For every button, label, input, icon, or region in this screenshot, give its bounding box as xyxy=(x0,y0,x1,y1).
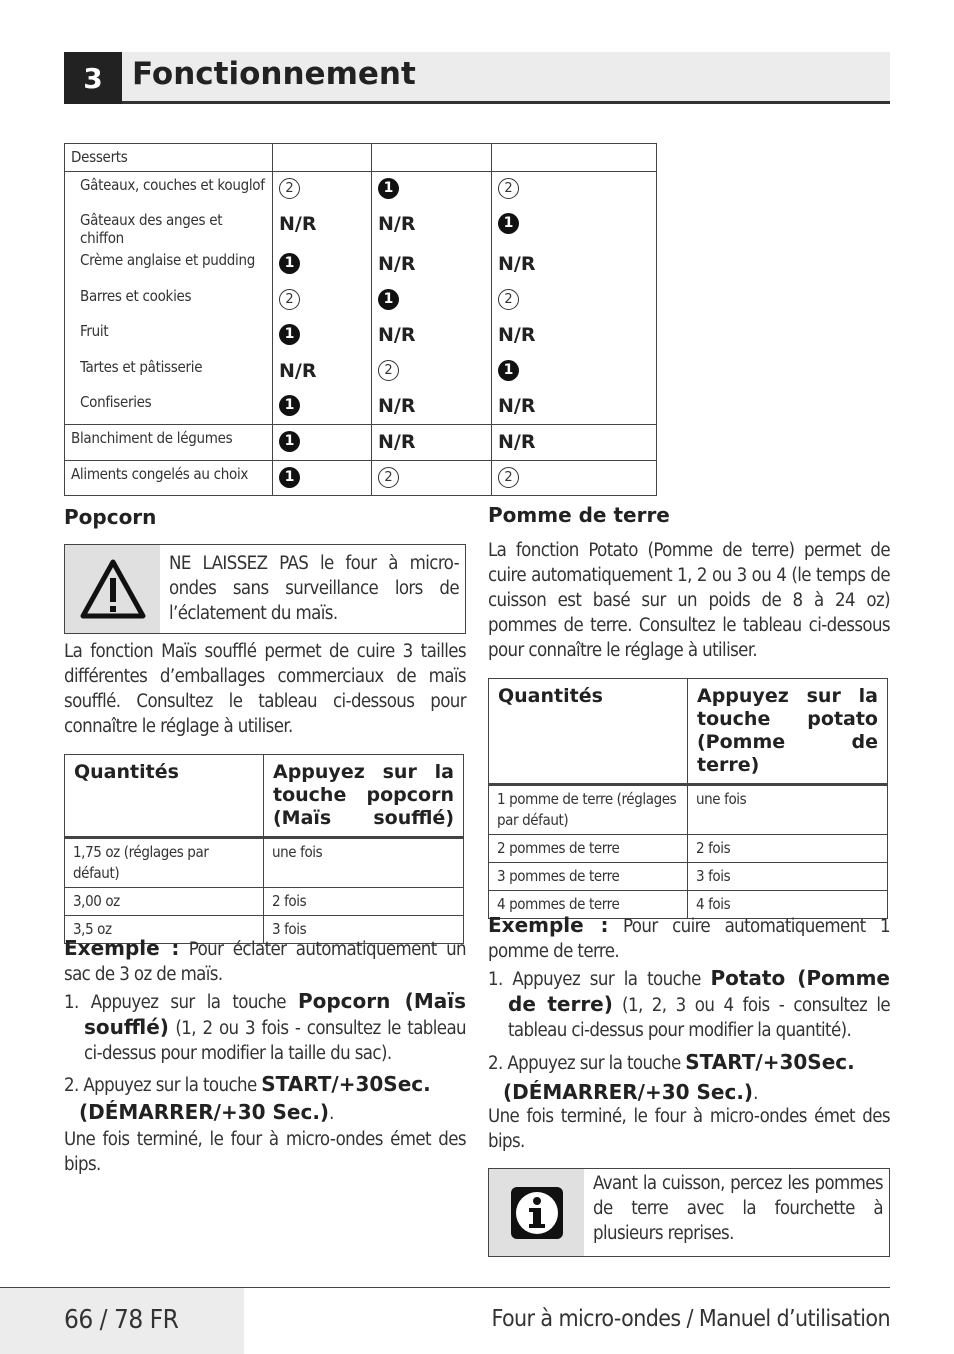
not-recommended-label: N/R xyxy=(279,359,317,382)
setting-cell-2 xyxy=(372,247,492,283)
popcorn-step-1-key: Popcorn (Maïs soufflé) xyxy=(84,989,466,1039)
info-box xyxy=(488,1168,890,1257)
desserts-table-row xyxy=(65,207,657,247)
setting-cell-2 xyxy=(372,425,492,461)
setting-cell-2 xyxy=(372,389,492,425)
potato-step-1-post: (1, 2, 3 ou 4 fois - consultez le tableau ci-dessus pour modifier la quantité). xyxy=(508,995,890,1041)
not-recommended-label: N/R xyxy=(378,253,416,275)
not-recommended-label: N/R xyxy=(498,253,536,275)
setting-cell-2 xyxy=(372,354,492,390)
setting-cell-3 xyxy=(492,207,657,247)
potato-example-text: Pour cuire automatiquement 1 pomme de terre. xyxy=(488,916,890,962)
popcorn-heading: Popcorn xyxy=(64,505,157,529)
filled-circle-1-icon: 1 xyxy=(279,467,300,488)
food-category-label: Aliments congelés au choix xyxy=(65,460,273,496)
food-category-label: Gâteaux, couches et kouglof xyxy=(65,172,273,208)
footer-manual-title: Four à micro-ondes / Manuel d’utilisation xyxy=(491,1306,890,1332)
food-category-label: Blanchiment de légumes xyxy=(65,425,273,461)
popcorn-example-label: Exemple : xyxy=(64,936,180,960)
filled-circle-1-icon: 1 xyxy=(498,360,519,381)
food-category-label: Desserts xyxy=(65,144,273,172)
potato-step-1-key: Potato (Pomme de terre) xyxy=(508,966,890,1016)
popcorn-table-header-press: Appuyez sur la touche popcorn (Maïs soufflé) xyxy=(264,755,464,838)
not-recommended-label: N/R xyxy=(378,213,416,235)
desserts-table-row xyxy=(65,460,657,496)
setting-cell-2 xyxy=(372,460,492,496)
not-recommended-label: N/R xyxy=(378,324,416,346)
setting-cell-3 xyxy=(492,354,657,390)
popcorn-step-1 xyxy=(64,989,466,1066)
outlined-circle-2-icon: 2 xyxy=(279,178,300,199)
setting-cell-1 xyxy=(273,318,372,354)
not-recommended-label: N/R xyxy=(498,395,536,417)
popcorn-table xyxy=(64,754,464,944)
popcorn-presses-cell: 2 fois xyxy=(264,888,464,916)
desserts-table-row xyxy=(65,247,657,283)
filled-circle-1-icon: 1 xyxy=(378,289,399,310)
popcorn-step-2 xyxy=(64,1071,466,1127)
setting-cell-1 xyxy=(273,144,372,172)
outlined-circle-2-icon: 2 xyxy=(378,467,399,488)
setting-cell-3 xyxy=(492,172,657,208)
popcorn-step-2-pre: 2. Appuyez sur la touche xyxy=(64,1075,262,1096)
setting-cell-3 xyxy=(492,318,657,354)
potato-step-2-post: . xyxy=(753,1083,758,1104)
setting-cell-3 xyxy=(492,460,657,496)
potato-table-header-quantity: Quantités xyxy=(489,679,688,785)
potato-step-1 xyxy=(488,966,890,1043)
filled-circle-1-icon: 1 xyxy=(279,253,300,274)
potato-quantity-cell: 4 pommes de terre xyxy=(489,891,688,919)
not-recommended-label: N/R xyxy=(378,431,416,453)
desserts-table xyxy=(64,143,657,496)
potato-step-2-key: START/+30Sec. (DÉMARRER/+30 Sec.) xyxy=(503,1050,855,1104)
potato-presses-cell: 4 fois xyxy=(688,891,888,919)
chapter-title: Fonctionnement xyxy=(132,56,416,92)
setting-cell-1 xyxy=(273,172,372,208)
food-category-label: Fruit xyxy=(65,318,273,354)
outlined-circle-2-icon: 2 xyxy=(279,289,300,310)
desserts-table-row xyxy=(65,283,657,319)
not-recommended-label: N/R xyxy=(498,431,536,453)
filled-circle-1-icon: 1 xyxy=(279,395,300,416)
potato-intro: La fonction Potato (Pomme de terre) permet de cuire automatiquement 1, 2 ou 3 ou 4 (le temps de cuisson est basé sur un poids de 8 à 24 oz) pommes de terre. Consultez le tableau ci-dessous pour connaître le réglage à utiliser. xyxy=(488,540,890,661)
setting-cell-2 xyxy=(372,172,492,208)
potato-heading: Pomme de terre xyxy=(488,503,670,527)
info-icon xyxy=(489,1169,584,1256)
potato-example xyxy=(488,913,890,964)
popcorn-table-row xyxy=(65,838,464,888)
potato-table-row xyxy=(489,785,888,835)
popcorn-example-text: Pour éclater automatiquement un sac de 3 oz de maïs. xyxy=(64,939,466,985)
desserts-table-row xyxy=(65,318,657,354)
popcorn-intro: La fonction Maïs soufflé permet de cuire 3 tailles différentes d’emballages commerciaux de maïs soufflé. Consultez le tableau ci-dessous pour connaître le réglage à utiliser. xyxy=(64,641,466,737)
filled-circle-1-icon: 1 xyxy=(279,324,300,345)
potato-quantity-cell: 1 pomme de terre (réglages par défaut) xyxy=(489,785,688,835)
setting-cell-1 xyxy=(273,389,372,425)
desserts-table-row xyxy=(65,144,657,172)
outlined-circle-2-icon: 2 xyxy=(378,360,399,381)
info-text: Avant la cuisson, percez les pommes de terre avec la fourchette à plusieurs reprises. xyxy=(593,1173,883,1244)
potato-table-row xyxy=(489,863,888,891)
popcorn-step-1-post: (1, 2 ou 3 fois - consultez le tableau ci-dessus pour modifier la taille du sac). xyxy=(84,1018,466,1064)
warning-text: NE LAISSEZ PAS le four à micro-ondes sans surveillance lors de l’éclatement du maïs. xyxy=(169,553,459,624)
potato-presses-cell: 3 fois xyxy=(688,863,888,891)
desserts-table-row xyxy=(65,354,657,390)
setting-cell-3 xyxy=(492,144,657,172)
not-recommended-label: N/R xyxy=(498,324,536,346)
popcorn-quantity-cell: 3,00 oz xyxy=(65,888,264,916)
outlined-circle-2-icon: 2 xyxy=(498,289,519,310)
potato-step-2-pre: 2. Appuyez sur la touche xyxy=(488,1053,686,1074)
setting-cell-1 xyxy=(273,283,372,319)
warning-box xyxy=(64,544,466,634)
food-category-label: Tartes et pâtisserie xyxy=(65,354,273,390)
food-category-label: Confiseries xyxy=(65,389,273,425)
warning-triangle-icon xyxy=(65,545,160,633)
popcorn-quantity-cell: 1,75 oz (réglages par défaut) xyxy=(65,838,264,888)
filled-circle-1-icon: 1 xyxy=(378,178,399,199)
potato-table-row xyxy=(489,835,888,863)
popcorn-step-2-key: START/+30Sec. (DÉMARRER/+30 Sec.) xyxy=(79,1072,431,1124)
popcorn-table-header-quantity: Quantités xyxy=(65,755,264,838)
potato-table-header-press: Appuyez sur la touche potato (Pomme de terre) xyxy=(688,679,888,785)
popcorn-end-text: Une fois terminé, le four à micro-ondes émet des bips. xyxy=(64,1129,466,1175)
potato-quantity-cell: 3 pommes de terre xyxy=(489,863,688,891)
setting-cell-1 xyxy=(273,247,372,283)
footer-page-number: 66 / 78 FR xyxy=(64,1305,179,1335)
setting-cell-3 xyxy=(492,425,657,461)
desserts-table-row xyxy=(65,389,657,425)
outlined-circle-2-icon: 2 xyxy=(498,467,519,488)
filled-circle-1-icon: 1 xyxy=(498,213,519,234)
setting-cell-1 xyxy=(273,460,372,496)
setting-cell-3 xyxy=(492,389,657,425)
setting-cell-2 xyxy=(372,144,492,172)
setting-cell-1 xyxy=(273,354,372,390)
desserts-table-row xyxy=(65,425,657,461)
popcorn-table-row xyxy=(65,888,464,916)
setting-cell-3 xyxy=(492,247,657,283)
setting-cell-2 xyxy=(372,207,492,247)
popcorn-step-2-post: . xyxy=(329,1103,334,1124)
setting-cell-2 xyxy=(372,283,492,319)
chapter-header xyxy=(64,52,890,104)
potato-quantity-cell: 2 pommes de terre xyxy=(489,835,688,863)
potato-example-label: Exemple : xyxy=(488,913,609,937)
setting-cell-3 xyxy=(492,283,657,319)
popcorn-presses-cell: une fois xyxy=(264,838,464,888)
setting-cell-1 xyxy=(273,207,372,247)
chapter-number: 3 xyxy=(64,52,122,104)
potato-presses-cell: 2 fois xyxy=(688,835,888,863)
popcorn-quantity-cell: 3,5 oz xyxy=(65,916,264,944)
potato-presses-cell: une fois xyxy=(688,785,888,835)
not-recommended-label: N/R xyxy=(279,213,317,235)
filled-circle-1-icon: 1 xyxy=(279,431,300,452)
potato-step-1-pre: 1. Appuyez sur la touche xyxy=(488,969,711,990)
not-recommended-label: N/R xyxy=(378,395,416,417)
food-category-label: Crème anglaise et pudding xyxy=(65,247,273,283)
potato-end-text: Une fois terminé, le four à micro-ondes émet des bips. xyxy=(488,1106,890,1152)
food-category-label: Gâteaux des anges et chiffon xyxy=(65,207,273,247)
potato-table xyxy=(488,678,888,919)
setting-cell-2 xyxy=(372,318,492,354)
popcorn-step-1-pre: 1. Appuyez sur la touche xyxy=(64,992,298,1013)
setting-cell-1 xyxy=(273,425,372,461)
popcorn-presses-cell: 3 fois xyxy=(264,916,464,944)
food-category-label: Barres et cookies xyxy=(65,283,273,319)
popcorn-example xyxy=(64,936,466,987)
desserts-table-row xyxy=(65,172,657,208)
potato-step-2 xyxy=(488,1048,890,1108)
outlined-circle-2-icon: 2 xyxy=(498,178,519,199)
